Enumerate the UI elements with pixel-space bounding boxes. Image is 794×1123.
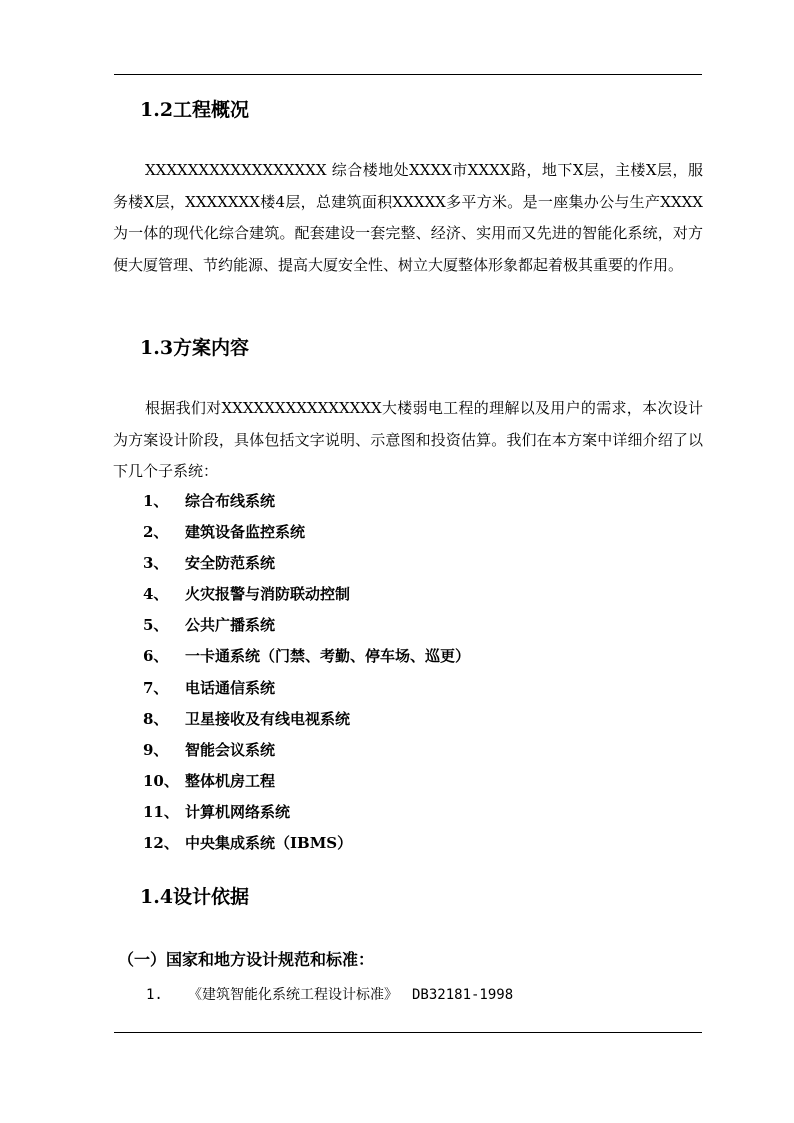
- list-item-label: 综合布线系统: [185, 492, 276, 510]
- list-item: [143, 704, 470, 735]
- list-item-number: 9、: [143, 740, 169, 759]
- list-item-label: 建筑设备监控系统: [185, 523, 306, 542]
- list-item: [143, 486, 470, 517]
- list-item-label: 公共广播系统: [185, 616, 276, 635]
- list-item-label: 计算机网络系统: [185, 802, 291, 821]
- section-heading-overview: 1.2工程概况: [140, 99, 250, 121]
- list-item-label: 一卡通系统（门禁、考勤、停车场、巡更）: [185, 647, 471, 666]
- section-heading-scheme: 1.3方案内容: [140, 337, 250, 359]
- overview-paragraph: XXXXXXXXXXXXXXXXX 综合楼地处XXXX市XXXX路，地下X层，主楼X层，服务楼X层，XXXXXXX楼4层，总建筑面积XXXXX多平方米。是一座集办公与生产XXXX为一体的现代化综合建筑。配套建设一套完整、经济、实用而又先进的智能化系统，对方便大厦管理、节约能源、提高大厦安全性、树立大厦整体形象都起着极其重要的作用。: [113, 161, 703, 274]
- list-item: [143, 579, 470, 610]
- list-item: [143, 641, 470, 672]
- list-item: [143, 735, 470, 766]
- scheme-paragraph: 根据我们对XXXXXXXXXXXXXXX大楼弱电工程的理解以及用户的需求，本次设计为方案设计阶段，具体包括文字说明、示意图和投资估算。我们在本方案中详细介绍了以下几个子系统：: [113, 399, 703, 480]
- section-heading-basis: 1.4设计依据: [140, 886, 250, 908]
- list-item-number: 1、: [143, 492, 169, 510]
- list-item-number: 11、: [143, 802, 179, 821]
- list-item: [143, 610, 470, 641]
- standards-subheading: （一）国家和地方设计规范和标准：: [118, 950, 375, 969]
- list-item-label: 电话通信系统: [185, 678, 276, 697]
- list-item-number: 4、: [143, 585, 169, 604]
- list-item-label: 火灾报警与消防联动控制: [185, 585, 351, 604]
- list-item-number: 5、: [143, 616, 169, 635]
- standard-item-code: DB32181-1998: [412, 987, 514, 1003]
- list-item: [143, 766, 470, 797]
- list-item-label: 安全防范系统: [185, 554, 276, 573]
- standard-item: [146, 983, 513, 1007]
- list-item-number: 2、: [143, 523, 169, 542]
- header-rule: [114, 74, 702, 75]
- list-item-number: 3、: [143, 554, 169, 573]
- list-item-label: 中央集成系统（IBMS）: [185, 834, 353, 853]
- list-item: [143, 548, 470, 579]
- list-item: [143, 673, 470, 704]
- list-item-label: 整体机房工程: [185, 771, 276, 790]
- footer-rule: [114, 1032, 702, 1033]
- subsystem-list: [143, 486, 470, 859]
- list-item-number: 10、: [143, 771, 179, 790]
- list-item: [143, 797, 470, 828]
- list-item-number: 8、: [143, 709, 169, 728]
- standard-item-title: 《建筑智能化系统工程设计标准》: [188, 987, 398, 1003]
- list-item-label: 智能会议系统: [185, 740, 276, 759]
- list-item-number: 7、: [143, 678, 169, 697]
- list-item: [143, 517, 470, 548]
- list-item-number: 6、: [143, 647, 169, 666]
- list-item: [143, 828, 470, 859]
- standard-item-number: 1.: [146, 987, 163, 1003]
- list-item-label: 卫星接收及有线电视系统: [185, 709, 351, 728]
- list-item-number: 12、: [143, 834, 179, 853]
